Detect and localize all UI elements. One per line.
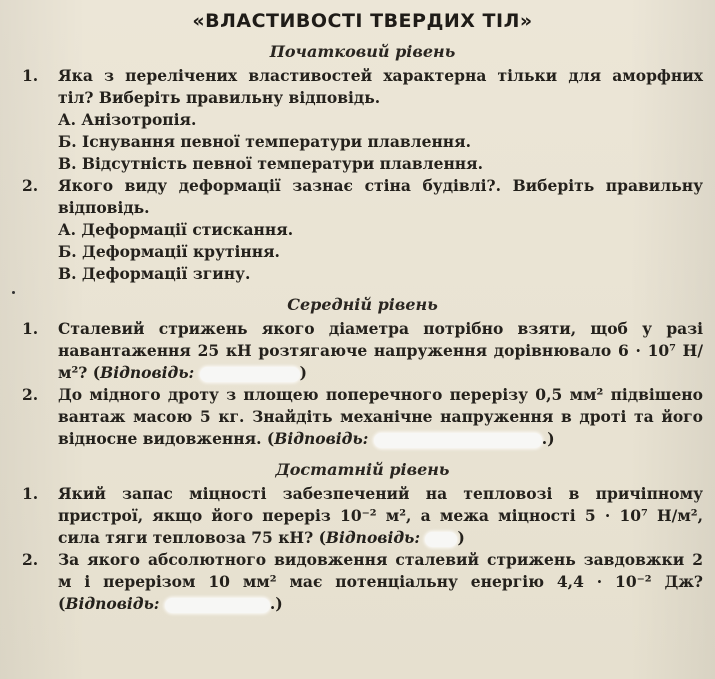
question-body (58, 318, 703, 384)
redacted-answer-blot (374, 433, 542, 448)
question-number: 1. (22, 66, 39, 85)
answer-option-a: А. Анізотропія. (58, 110, 197, 129)
answer-close-paren: ) (299, 363, 308, 382)
answer-option-a: А. Деформації стискання. (58, 220, 294, 239)
redacted-answer-blot (425, 532, 457, 547)
question-medium-1 (22, 318, 703, 384)
question-number: 2. (22, 550, 39, 569)
question-text: Якого виду деформації зазнає стіна будівлі?. Виберіть правильну відповідь. (58, 176, 703, 217)
question-sufficient-1 (22, 483, 703, 549)
answer-label: Відповідь: (100, 363, 195, 382)
answer-close-paren: ) (457, 528, 465, 547)
answer-close-paren: .) (269, 594, 283, 613)
question-text: Який запас міцності забезпечений на тепловозі в причіпному пристрої, якщо його переріз 10⁻² м², а межа міцності 5 · 10⁷ Н/м², сила тяги тепловоза 75 кН? (58, 484, 703, 547)
question-sufficient-2 (22, 549, 703, 615)
answer-option-c: В. Відсутність певної температури плавлення. (58, 154, 484, 173)
answer-open-paren: ( (58, 594, 66, 613)
answer-label: Відповідь: (325, 528, 421, 547)
question-body (58, 65, 703, 175)
answer-label: Відповідь: (274, 429, 369, 448)
question-number: 1. (22, 484, 39, 503)
question-number: 2. (22, 385, 39, 404)
question-body (58, 549, 703, 615)
answer-open-paren: ( (266, 429, 275, 448)
question-medium-2 (22, 384, 703, 450)
question-body (58, 384, 703, 450)
answer-option-c: В. Деформації згину. (58, 264, 251, 283)
answer-option-b: Б. Деформації крутіння. (58, 242, 280, 261)
page-title: «ВЛАСТИВОСТІ ТВЕРДИХ ТІЛ» (192, 10, 533, 32)
answer-open-paren: ( (318, 528, 326, 547)
question-body (58, 175, 703, 285)
question-body (58, 483, 703, 549)
question-text: Яка з перелічених властивостей характерна тільки для аморфних тіл? Виберіть правильну відповідь. (58, 66, 703, 107)
question-number: 1. (22, 319, 39, 338)
answer-option-b: Б. Існування певної температури плавлення. (58, 132, 471, 151)
section-heading-medium: Середній рівень (287, 295, 438, 314)
question-initial-2 (22, 175, 703, 285)
section-heading-initial: Початковий рівень (269, 42, 456, 61)
question-text: До мідного дроту з площею поперечного перерізу 0,5 мм² підвішено вантаж масою 5 кг. Знайдіть механічне напруження в дроті та його відносне видовження. (58, 385, 703, 448)
answer-close-paren: .) (541, 429, 555, 448)
ink-dot (12, 291, 15, 294)
question-number: 2. (22, 176, 39, 195)
question-initial-1 (22, 65, 703, 175)
question-text: За якого абсолютного видовження сталевий стрижень завдовжки 2 м і перерізом 10 мм² має потенціальну енергію 4,4 · 10⁻² Дж? (58, 550, 703, 591)
answer-open-paren: ( (92, 363, 101, 382)
redacted-answer-blot (165, 598, 270, 613)
section-heading-sufficient: Достатній рівень (275, 460, 450, 479)
answer-label: Відповідь: (65, 594, 160, 613)
question-text: Сталевий стрижень якого діаметра потрібно взяти, щоб у разі навантаження 25 кН розтягаюче напруження дорівнювало 6 · 10⁷ Н/м²? (58, 319, 703, 382)
redacted-answer-blot (200, 367, 300, 382)
